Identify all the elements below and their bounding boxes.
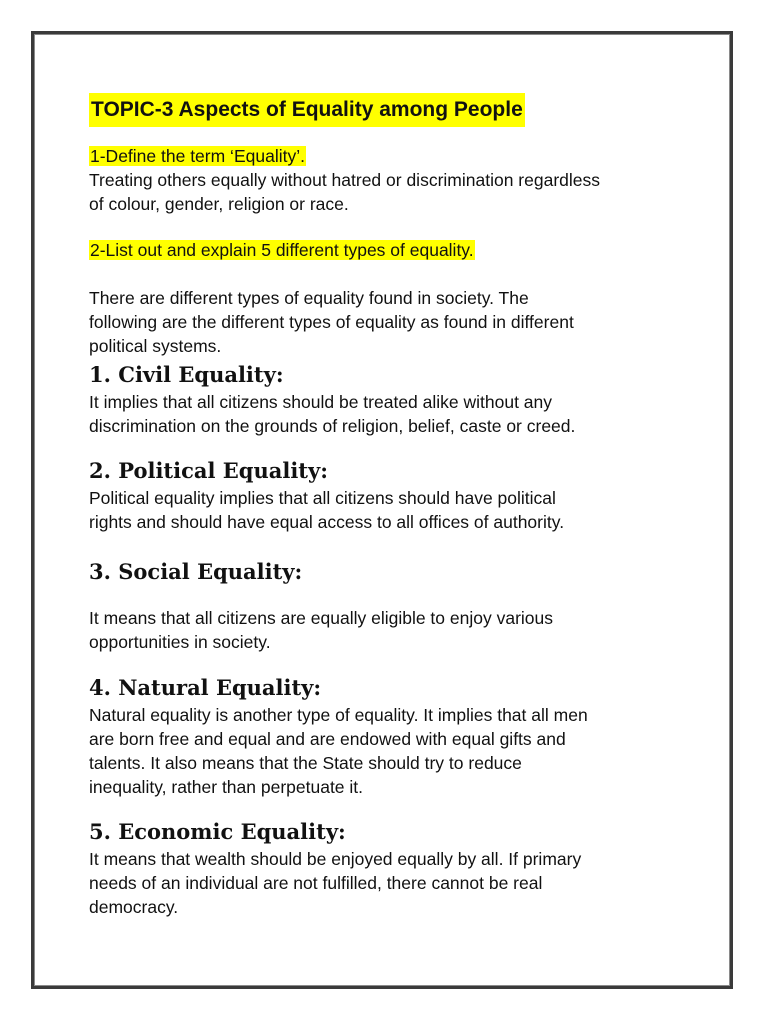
section-3-line-1: It means that all citizens are equally eligible to enjoy various xyxy=(89,608,553,628)
section-5-line-1: It means that wealth should be enjoyed equally by all. If primary xyxy=(89,849,582,869)
section-3-heading: 3. Social Equality: xyxy=(89,559,303,584)
question-1 xyxy=(89,144,709,216)
section-1-line-1: It implies that all citizens should be treated alike without any xyxy=(89,392,553,412)
section-5-line-3: democracy. xyxy=(89,897,179,917)
section-2-line-2: rights and should have equal access to all offices of authority. xyxy=(89,512,565,532)
intro-line-2: following are the different types of equality as found in different xyxy=(89,312,574,332)
section-5-body xyxy=(89,847,709,919)
section-4-line-1: Natural equality is another type of equality. It implies that all men xyxy=(89,705,588,725)
section-1-body xyxy=(89,390,709,438)
section-2-body xyxy=(89,486,709,534)
question-1-answer-line-1: Treating others equally without hatred or discrimination regardless xyxy=(89,170,600,190)
question-2 xyxy=(89,238,709,262)
section-3-line-2: opportunities in society. xyxy=(89,632,271,652)
question-1-answer-line-2: of colour, gender, religion or race. xyxy=(89,194,349,214)
section-2-heading: 2. Political Equality: xyxy=(89,458,328,483)
section-4-line-2: are born free and equal and are endowed with equal gifts and xyxy=(89,729,566,749)
topic-title: TOPIC-3 Aspects of Equality among People xyxy=(89,93,525,127)
intro-paragraph xyxy=(89,286,709,358)
section-2-line-1: Political equality implies that all citizens should have political xyxy=(89,488,556,508)
section-1-line-2: discrimination on the grounds of religion, belief, caste or creed. xyxy=(89,416,576,436)
question-1-prompt-line xyxy=(89,144,709,168)
section-1-heading: 1. Civil Equality: xyxy=(89,362,284,387)
intro-line-3: political systems. xyxy=(89,336,222,356)
question-2-prompt: 2-List out and explain 5 different types of equality. xyxy=(90,240,474,260)
section-4-line-4: inequality, rather than perpetuate it. xyxy=(89,777,364,797)
section-5-line-2: needs of an individual are not fulfilled, there cannot be real xyxy=(89,873,543,893)
question-2-prompt-line xyxy=(89,238,709,262)
section-4-heading: 4. Natural Equality: xyxy=(89,675,322,700)
intro-line-1: There are different types of equality found in society. The xyxy=(89,288,529,308)
section-3-body xyxy=(89,606,709,654)
section-5-heading: 5. Economic Equality: xyxy=(89,819,346,844)
question-1-prompt: 1-Define the term ‘Equality’. xyxy=(90,146,305,166)
section-4-body xyxy=(89,703,709,799)
section-4-line-3: talents. It also means that the State should try to reduce xyxy=(89,753,522,773)
document-content xyxy=(89,93,709,919)
